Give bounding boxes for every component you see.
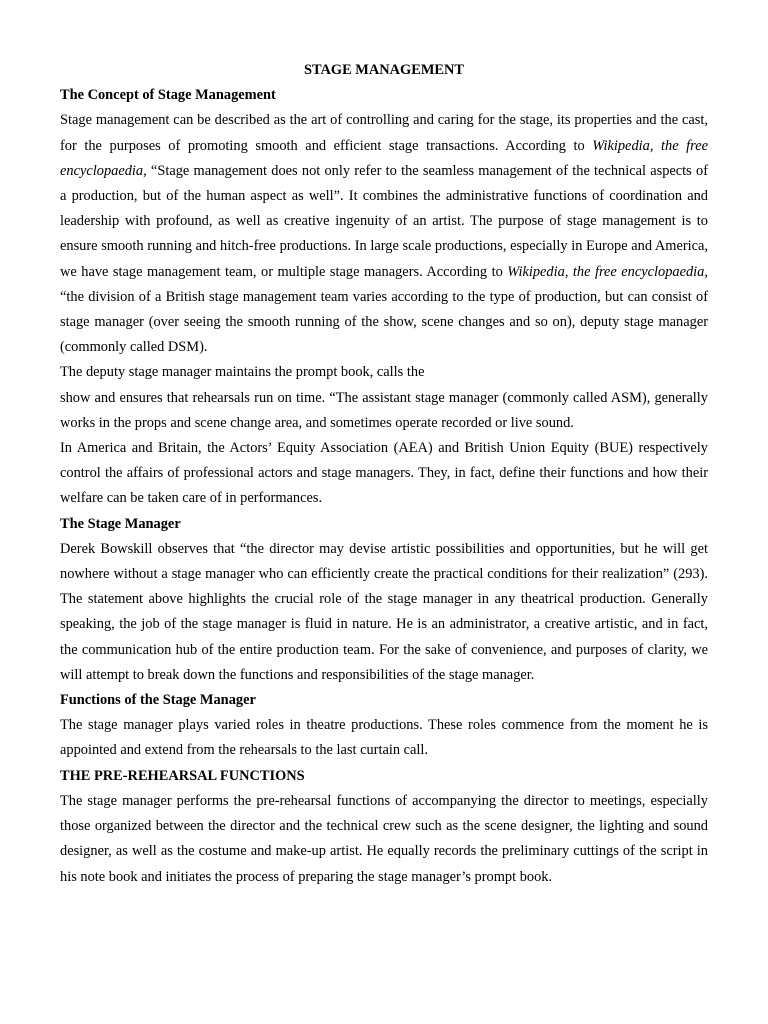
text-run: , “the division of a British stage management team varies according to the type of production, but can consist of stage manager (over seeing the smooth running of the show, scene changes and so on), deputy stage manager (commonly called DSM). [60, 263, 708, 356]
section-heading-pre-rehearsal: THE PRE-REHEARSAL FUNCTIONS [60, 767, 305, 784]
paragraph-concept-4: In America and Britain, the Actors’ Equity Association (AEA) and British Union Equity (BUE) respectively control the affairs of professional actors and stage managers. They, in fact, define their functions and how their welfare can be taken care of in performances. [60, 440, 708, 507]
document-title: STAGE MANAGEMENT [303, 62, 465, 78]
text-run: Stage management can be described as the art of controlling and caring for the stage, its properties and the cast, for the purposes of promoting smooth and efficient stage transactions. According to [60, 112, 708, 154]
text-run: , “Stage management does not only refer to the seamless management of the technical aspects of a production, but of the human aspect as well”. It combines the administrative functions of coordination and leadership with profound, as well as creative ingenuity of an artist. The purpose of stage management is to ensure smooth running and hitch-free productions. In large scale productions, especially in Europe and America, we have stage management team, or multiple stage managers. According to [60, 162, 708, 280]
citation-source: Wikipedia, the free encyclopaedia [507, 263, 705, 280]
paragraph-functions-1: The stage manager plays varied roles in theatre productions. These roles commence from the moment he is appointed and extend from the rehearsals to the last curtain call. [60, 717, 708, 759]
citation-source: Wikipedia, the free encyclopaedia [60, 137, 709, 179]
paragraph-concept-2: The deputy stage manager maintains the prompt book, calls the [60, 364, 425, 381]
section-heading-functions: Functions of the Stage Manager [60, 692, 256, 709]
paragraph-pre-rehearsal-1: The stage manager performs the pre-rehearsal functions of accompanying the director to meetings, especially those organized between the director and the technical crew such as the scene designer, the lighting and sound designer, as well as the costume and make-up artist. He equally records the preliminary cuttings of the script in his note book and initiates the process of preparing the stage manager’s prompt book. [60, 792, 708, 885]
document-page [60, 58, 708, 890]
section-heading-concept: The Concept of Stage Management [60, 87, 276, 104]
paragraph-stage-manager-1: Derek Bowskill observes that “the director may devise artistic possibilities and opportunities, but he will get nowhere without a stage manager who can efficiently create the practical conditions for their realization” (293). The statement above highlights the crucial role of the stage manager in any theatrical production. Generally speaking, the job of the stage manager is fluid in nature. He is an administrator, a creative artistic, and in fact, the communication hub of the entire production team. For the sake of convenience, and purposes of clarity, we will attempt to break down the functions and responsibilities of the stage manager. [60, 540, 708, 683]
section-heading-stage-manager: The Stage Manager [60, 515, 181, 532]
paragraph-concept-1 [60, 108, 708, 360]
paragraph-concept-3: show and ensures that rehearsals run on time. “The assistant stage manager (commonly called ASM), generally works in the props and scene change area, and sometimes operate recorded or live sound. [60, 389, 708, 431]
